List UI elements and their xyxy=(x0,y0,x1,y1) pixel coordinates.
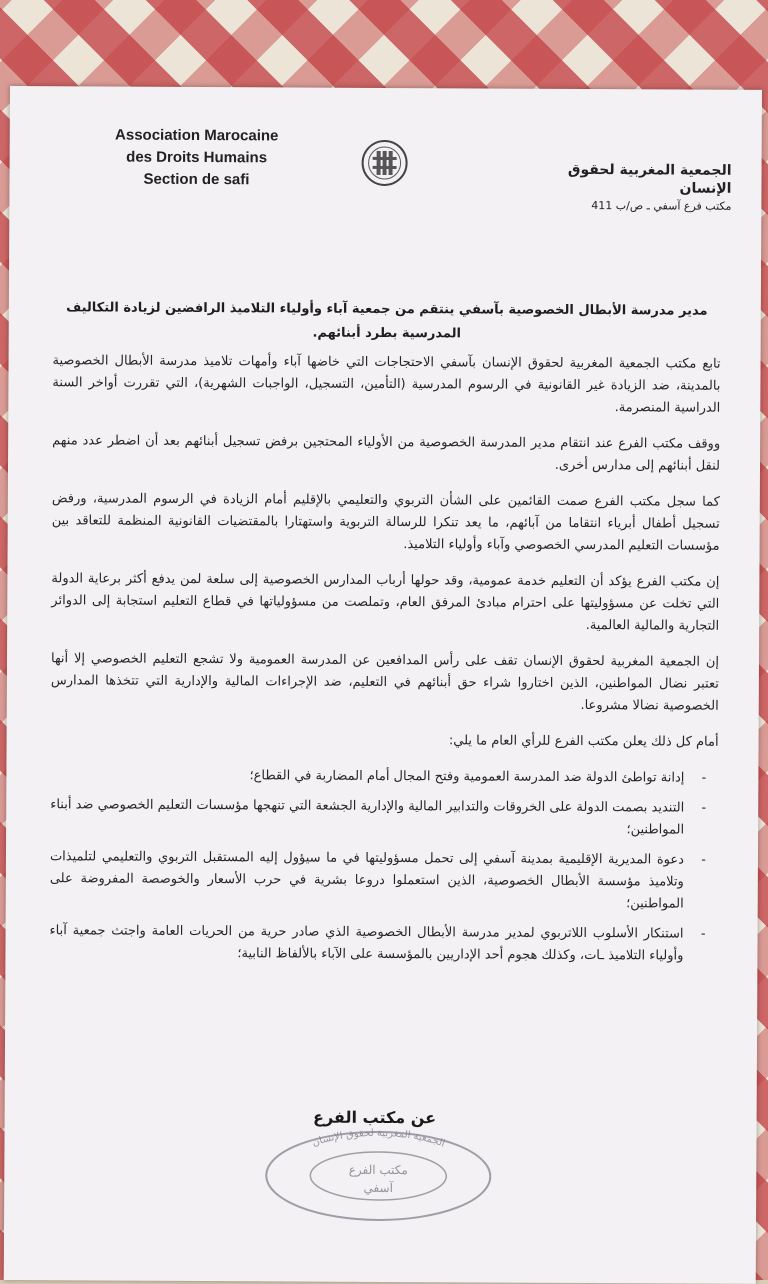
paragraph-2: ووقف مكتب الفرع عند انتقام مدير المدرسة الخصوصية من الأولياء المحتجين برفض تسجيل أبنائهم بعد أن اضطر عدد منهم لنقل أبنائهم إلى مدارس أخرى. xyxy=(52,433,721,474)
demand-item: - دعوة المديرية الإقليمية بمدينة آسفي إلى تحمل مسؤوليتها في ما سيؤول إليه المستقبل التربوي والتعليمي لتلميذات وتلاميذ مؤسسة الأبطال الخصوصية، الذين استعملوا دروعا بشرية في حرب الأسعار والخوصصة المفروضة على المواطنين؛ xyxy=(50,846,706,915)
demand-item: - إدانة تواطئ الدولة ضد المدرسة العمومية وفتح المجال أمام المضاربة في القطاع؛ xyxy=(50,764,706,789)
document-page xyxy=(4,86,762,1284)
demands-list xyxy=(49,764,718,967)
organization-name-arabic xyxy=(509,161,731,216)
branch-stamp xyxy=(262,1123,495,1224)
demands-intro: أمام كل ذلك يعلن مكتب الفرع للرأي العام ما يلي: xyxy=(448,733,719,750)
arabic-name-line-2: الإنسان xyxy=(679,180,732,197)
org-line-1: Association Marocaine xyxy=(114,126,279,145)
stamp-ring-text: الجمعية المغربية لحقوق الإنسان xyxy=(310,1127,447,1150)
paragraph-1: تابع مكتب الجمعية المغربية لحقوق الإنسان بآسفي الاحتجاجات التي خاضها آباء وأمهات تلاميذ مدرسة الأبطال الخصوصية بالمدينة، ضد الزيادة غير القانونية في الرسوم المدرسية (التأمين، التسجيل، الواجبات الشهرية)، التي تقررت أواخر السنة الدراسية المنصرمة. xyxy=(52,353,721,416)
paragraph-5: إن الجمعية المغربية لحقوق الإنسان تقف على رأس المدافعين عن المدرسة العمومية ولا تشجع التعليم الخصوصي إلا أنها تعتبر نضال المواطنين، الذين اختاروا شراء حق أبنائهم في التعليم، ضد الإجراءات المالية والإدارية التي تتخذها المدارس الخصوصية نضالا مشروعا. xyxy=(50,651,720,714)
org-line-3: Section de safi xyxy=(143,170,250,189)
paragraph-3: كما سجل مكتب الفرع صمت القائمين على الشأن التربوي والتعليمي بالإقليم أمام الزيادة في الرسوم المدرسية، ورفض تسجيل أطفال أبرياء انتقاما من آبائهم، ما يعد تنكرا للرسالة التربوية واستهتارا بالمقتضيات القانونية المنظمة للتعاقد بين مؤسسات التعليم المدرسي الخصوصي وآباء وأولياء التلاميذ. xyxy=(51,491,720,554)
branch-reference: مكتب فرع آسفي ـ ص/ب 411 xyxy=(591,199,732,213)
paragraph-4: إن مكتب الفرع يؤكد أن التعليم خدمة عمومية، وقد حولها أرباب المدارس الخصوصية إلى سلعة لمن يدفع أكثر برعاية الدولة التي تخلت عن مسؤوليتها على احترام مبادئ المرفق العام، وتملصت من مسؤولياتها في قطاع التعليم استجابة إلى الدوائر التجارية والمالية العالمية. xyxy=(51,571,720,634)
stamp-center-line-1: مكتب الفرع xyxy=(348,1162,408,1178)
organization-name-latin xyxy=(81,124,311,191)
signature-line: عن مكتب الفرع xyxy=(313,1107,437,1128)
demand-item: - استنكار الأسلوب اللاتربوي لمدير مدرسة الأبطال الخصوصية الذي صادر حرية من الحريات العامة واجتث جمعية آباء وأولياء التلاميذ ـات، وكذلك هجوم أحد الإداريين بالمؤسسة على الآباء بالألفاظ النابية؛ xyxy=(49,920,705,967)
document-body xyxy=(49,350,720,975)
svg-text:الجمعية المغربية لحقوق الإنسان xyxy=(311,1128,447,1150)
arabic-name-line-1: الجمعية المغربية لحقوق xyxy=(567,161,732,179)
document-subject: مدير مدرسة الأبطال الخصوصية بآسفي ينتقم من جمعية آباء وأولياء التلاميذ الرافضين لزيادة التكاليف المدرسية بطرد أبنائهم. xyxy=(66,300,708,342)
organization-logo-icon xyxy=(359,138,409,188)
org-line-2: des Droits Humains xyxy=(126,148,268,167)
stamp-center-line-2: آسفي xyxy=(363,1180,394,1196)
demand-item: - التنديد بصمت الدولة على الخروقات والتدابير المالية والإدارية الجشعة التي تنهجها مؤسسات التعليم الخصوصي ضد أبناء المواطنين؛ xyxy=(50,794,706,841)
